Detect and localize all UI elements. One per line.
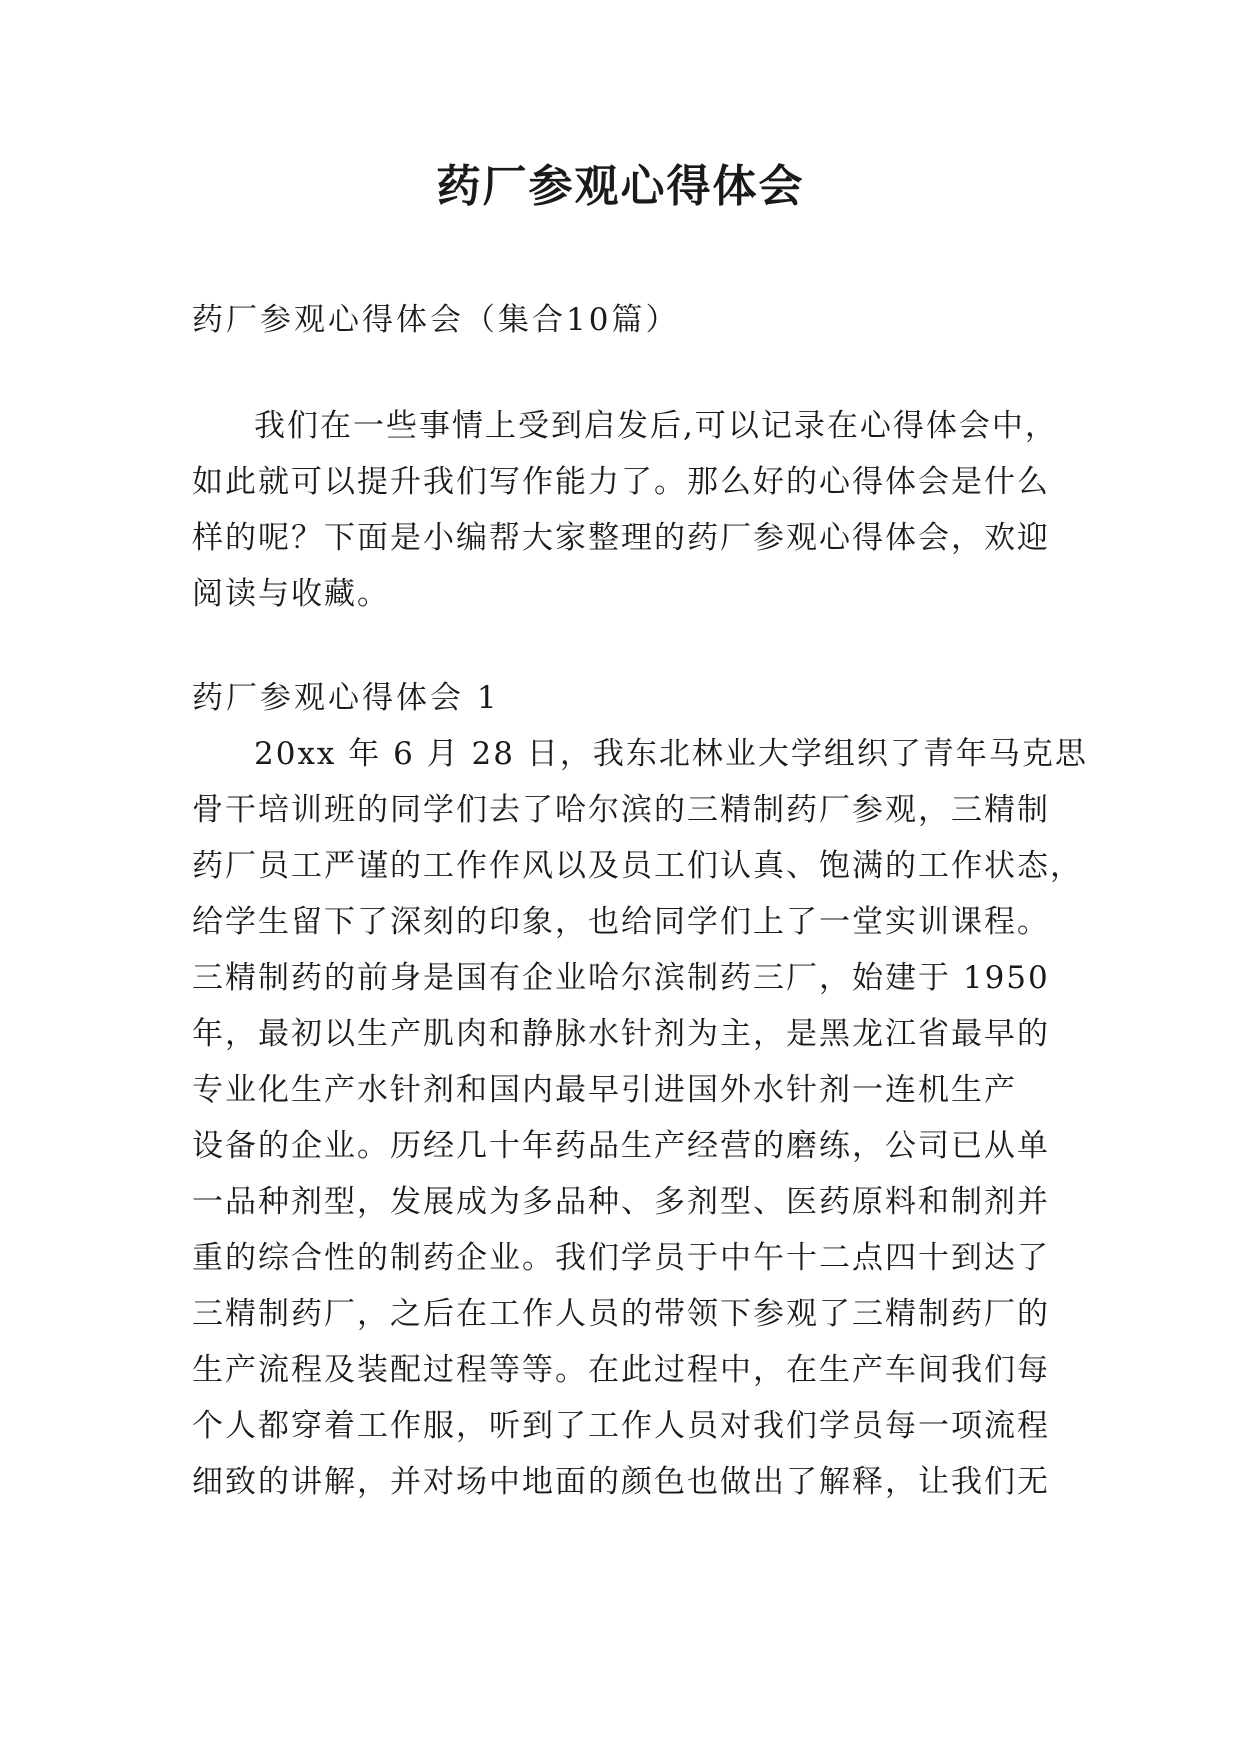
body-line: 专业化生产水针剂和国内最早引进国外水针剂一连机生产	[192, 1072, 1017, 1108]
body-line: 重的综合性的制药企业。我们学员于中午十二点四十到达了	[192, 1240, 1050, 1276]
body-line: 药厂员工严谨的工作作风以及员工们认真、饱满的工作状态，	[192, 848, 1083, 884]
body-line: 生产流程及装配过程等等。在此过程中，在生产车间我们每	[192, 1352, 1050, 1388]
body-line: 年，最初以生产肌肉和静脉水针剂为主，是黑龙江省最早的	[192, 1016, 1050, 1052]
body-line: 三精制药的前身是国有企业哈尔滨制药三厂，始建于 1950	[192, 960, 1050, 996]
body-line: 骨干培训班的同学们去了哈尔滨的三精制药厂参观，三精制	[192, 792, 1050, 828]
document-title: 药厂参观心得体会	[436, 161, 805, 212]
intro-line: 如此就可以提升我们写作能力了。那么好的心得体会是什么	[192, 464, 1050, 500]
body-line: 细致的讲解，并对场中地面的颜色也做出了解释，让我们无	[192, 1464, 1050, 1500]
body-line: 三精制药厂，之后在工作人员的带领下参观了三精制药厂的	[192, 1296, 1050, 1332]
body-line: 设备的企业。历经几十年药品生产经营的磨练，公司已从单	[192, 1128, 1050, 1164]
section-heading: 药厂参观心得体会 1	[192, 680, 500, 716]
body-line: 个人都穿着工作服，听到了工作人员对我们学员每一项流程	[192, 1408, 1050, 1444]
intro-line: 阅读与收藏。	[192, 576, 390, 612]
intro-line: 样的呢？下面是小编帮大家整理的药厂参观心得体会，欢迎	[192, 520, 1050, 556]
body-line: 给学生留下了深刻的印象，也给同学们上了一堂实训课程。	[192, 904, 1050, 940]
intro-line: 我们在一些事情上受到启发后,可以记录在心得体会中，	[254, 408, 1058, 444]
body-line: 20xx 年 6 月 28 日，我东北林业大学组织了青年马克思	[254, 736, 1088, 772]
body-line: 一品种剂型，发展成为多品种、多剂型、医药原料和制剂并	[192, 1184, 1050, 1220]
document-subtitle: 药厂参观心得体会（集合10篇）	[192, 302, 680, 338]
